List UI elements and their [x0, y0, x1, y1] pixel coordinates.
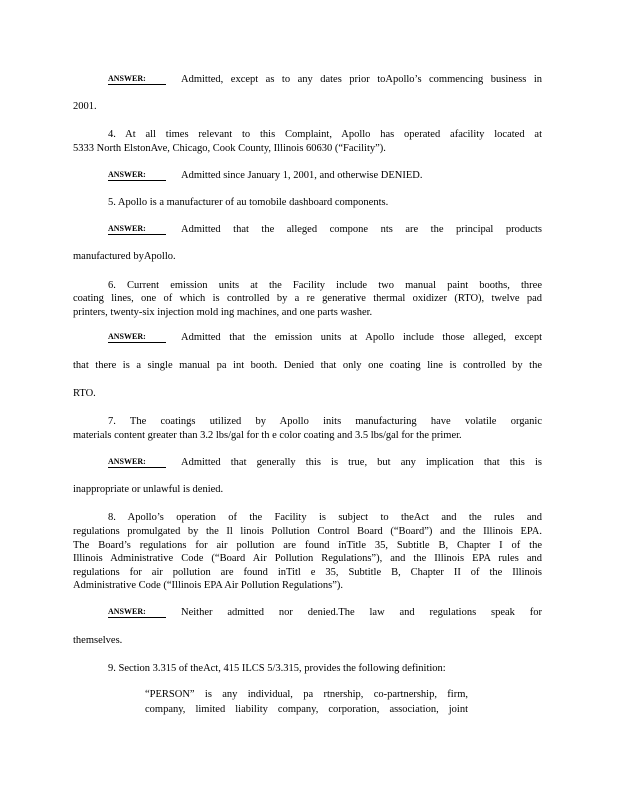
- paragraph-6: [108, 279, 542, 293]
- paragraph-line: The Board’s regulations for air pollution are found inTitle 35, Subtitle B, Chapter I of the: [73, 539, 542, 551]
- answer-label: ANSWER:: [108, 606, 166, 618]
- paragraph-line: 8. Apollo’s operation of the Facility is subject to theAct and the rules and: [108, 512, 542, 523]
- paragraph-8-cont: [73, 525, 542, 593]
- answer-continuation: manufactured byApollo.: [73, 251, 176, 262]
- paragraph-line: coating lines, one of which is controlled by a re generative thermal oxidizer (RTO), twelve pad: [73, 293, 542, 304]
- paragraph-7: [108, 415, 542, 429]
- answer-text: Admitted, except as to any dates prior toApollo’s commencing business in: [181, 74, 542, 85]
- paragraph-line: 4. At all times relevant to this Complaint, Apollo has operated afacility located at: [108, 129, 542, 140]
- answer-text: Admitted since January 1, 2001, and otherwise DENIED.: [181, 170, 423, 181]
- answer-label: ANSWER:: [108, 331, 166, 343]
- paragraph-8: [108, 511, 542, 525]
- answer-text: Admitted that generally this is true, but any implication that this is: [181, 457, 542, 468]
- paragraph-line: materials content greater than 3.2 lbs/gal for th e color coating and 3.5 lbs/gal for the primer.: [73, 430, 462, 441]
- paragraph-6-cont: [73, 292, 542, 319]
- paragraph-line: 7. The coatings utilized by Apollo inits manufacturing have volatile organic: [108, 416, 542, 427]
- paragraph-line: Administrative Code (“Illinois EPA Air Pollution Regulations”).: [73, 580, 343, 591]
- answer-label: ANSWER:: [108, 169, 166, 181]
- paragraph-line: regulations promulgated by the Il linois Pollution Control Board (“Board”) and the Illinois EPA.: [73, 526, 542, 537]
- answer-continuation: 2001.: [73, 101, 97, 112]
- answer-text: Neither admitted nor denied.The law and regulations speak for: [181, 607, 542, 618]
- paragraph-line: 5333 North ElstonAve, Chicago, Cook County, Illinois 60630 (“Facility”).: [73, 143, 386, 154]
- paragraph-line: 6. Current emission units at the Facility include two manual paint booths, three: [108, 280, 542, 291]
- answer-continuation: that there is a single manual pa int booth. Denied that only one coating line is controlled by the: [73, 360, 542, 371]
- answer-text: Admitted that the emission units at Apollo include those alleged, except: [181, 332, 542, 343]
- paragraph-4: [108, 128, 542, 142]
- answer-continuation: RTO.: [73, 388, 96, 399]
- answer-text: Admitted that the alleged compone nts are the principal products: [181, 224, 542, 235]
- answer-label: ANSWER:: [108, 73, 166, 85]
- quote-line: “PERSON” is any individual, pa rtnership, co-partnership, firm,: [145, 689, 468, 700]
- paragraph-5: 5. Apollo is a manufacturer of au tomobile dashboard components.: [108, 197, 389, 208]
- paragraph-9: 9. Section 3.315 of theAct, 415 ILCS 5/3.315, provides the following definition:: [108, 663, 446, 674]
- quote-line: company, limited liability company, corporation, association, joint: [145, 704, 468, 715]
- answer-label: ANSWER:: [108, 456, 166, 468]
- paragraph-line: regulations for air pollution are found inTitl e 35, Subtitle B, Chapter II of the Illinois: [73, 566, 542, 578]
- definition-quote: [145, 687, 468, 717]
- answer-continuation: themselves.: [73, 635, 123, 646]
- answer-label: ANSWER:: [108, 223, 166, 235]
- paragraph-line: Illinois Administrative Code (“Board Air Pollution Regulations”), and the Illinois EPA rules and: [73, 553, 542, 564]
- paragraph-line: printers, twenty-six injection mold ing machines, and one parts washer.: [73, 306, 373, 318]
- answer-continuation: inappropriate or unlawful is denied.: [73, 484, 224, 495]
